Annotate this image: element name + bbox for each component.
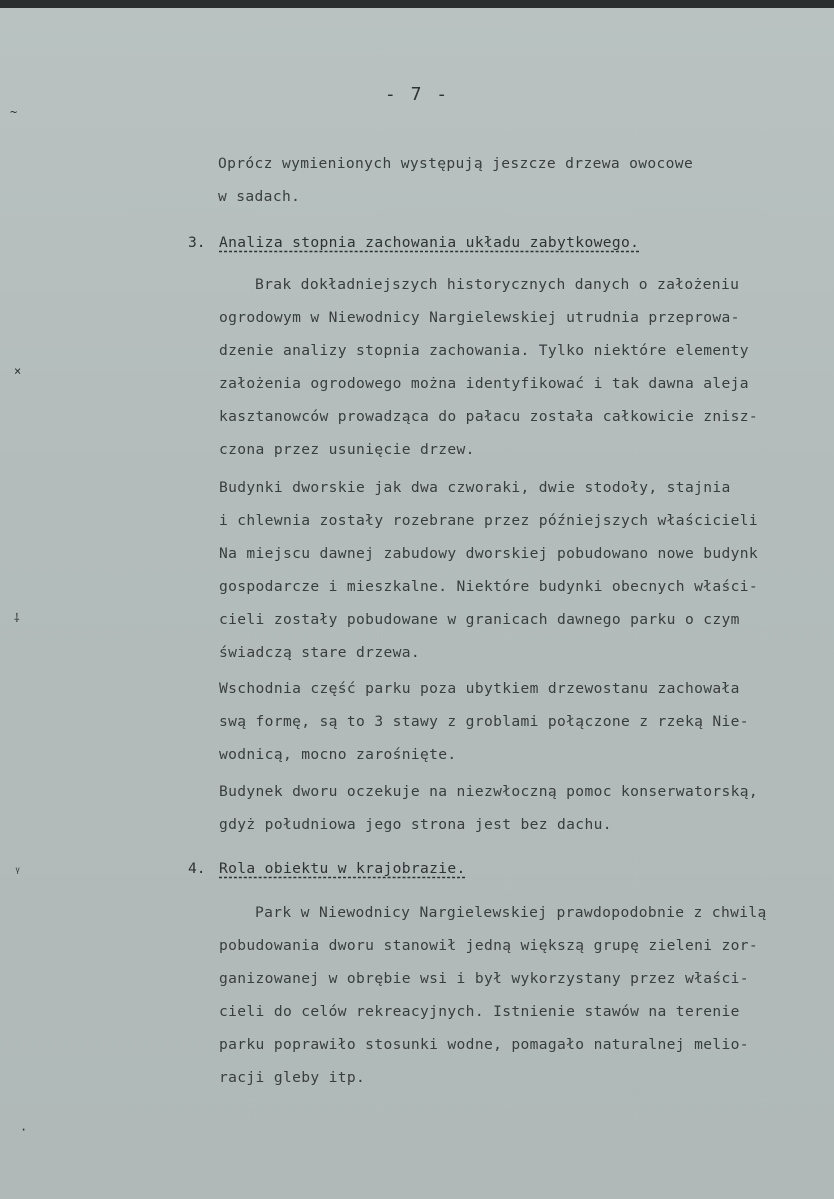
margin-punch-mark: · xyxy=(20,1123,28,1137)
text-line: Wschodnia część parku poza ubytkiem drzewostanu zachowała xyxy=(219,680,740,697)
section-number: 4. xyxy=(188,860,206,877)
section-heading: Rola obiektu w krajobrazie. xyxy=(219,860,466,877)
text-line: w sadach. xyxy=(218,188,301,205)
text-line: dzenie analizy stopnia zachowania. Tylko niektóre elementy xyxy=(219,342,749,359)
text-line: czona przez usunięcie drzew. xyxy=(219,441,475,458)
scan-top-edge xyxy=(0,0,834,8)
text-line: Na miejscu dawnej zabudowy dworskiej pobudowano nowe budynk xyxy=(219,545,759,562)
section-number: 3. xyxy=(188,234,206,251)
text-line: świadczą stare drzewa. xyxy=(219,644,420,661)
text-line: ganizowanej w obrębie wsi i był wykorzystany przez właści- xyxy=(219,970,749,987)
text-line: Budynek dworu oczekuje na niezwłoczną pomoc konserwatorską, xyxy=(219,783,759,800)
text-line: założenia ogrodowego można identyfikować i tak dawna aleja xyxy=(219,375,749,392)
text-line: cieli zostały pobudowane w granicach dawnego parku o czym xyxy=(219,611,740,628)
text-line: Oprócz wymienionych występują jeszcze drzewa owocowe xyxy=(218,155,694,172)
text-line: cieli do celów rekreacyjnych. Istnienie stawów na terenie xyxy=(219,1003,740,1020)
text-line: kasztanowców prowadząca do pałacu została całkowicie znisz- xyxy=(219,408,759,425)
text-line: ogrodowym w Niewodnicy Nargielewskiej utrudnia przeprowa- xyxy=(219,309,740,326)
text-line: parku poprawiło stosunki wodne, pomagało naturalnej melio- xyxy=(219,1036,749,1053)
margin-punch-mark: ⸸ xyxy=(14,611,20,625)
text-line: wodnicą, mocno zarośnięte. xyxy=(219,746,457,763)
text-line: gospodarcze i mieszkalne. Niektóre budynki obecnych właści- xyxy=(219,578,759,595)
text-line: swą formę, są to 3 stawy z groblami połączone z rzeką Nie- xyxy=(219,713,749,730)
section-heading: Analiza stopnia zachowania układu zabytkowego. xyxy=(219,234,640,251)
margin-punch-mark: × xyxy=(14,364,22,378)
text-line: i chlewnia zostały rozebrane przez późniejszych właścicieli xyxy=(219,512,759,529)
text-line: Budynki dworskie jak dwa czworaki, dwie stodoły, stajnia xyxy=(219,479,731,496)
text-line: gdyż południowa jego strona jest bez dachu. xyxy=(219,816,612,833)
text-line: Park w Niewodnicy Nargielewskiej prawdopodobnie z chwilą xyxy=(255,904,767,921)
margin-punch-mark: ᵞ xyxy=(14,864,22,878)
text-line: pobudowania dworu stanowił jedną większą grupę zieleni zor- xyxy=(219,937,759,954)
text-line: Brak dokładniejszych historycznych danych o założeniu xyxy=(255,276,740,293)
text-line: racji gleby itp. xyxy=(219,1069,366,1086)
page-number: - 7 - xyxy=(384,84,450,105)
margin-punch-mark: ~ xyxy=(10,105,18,119)
